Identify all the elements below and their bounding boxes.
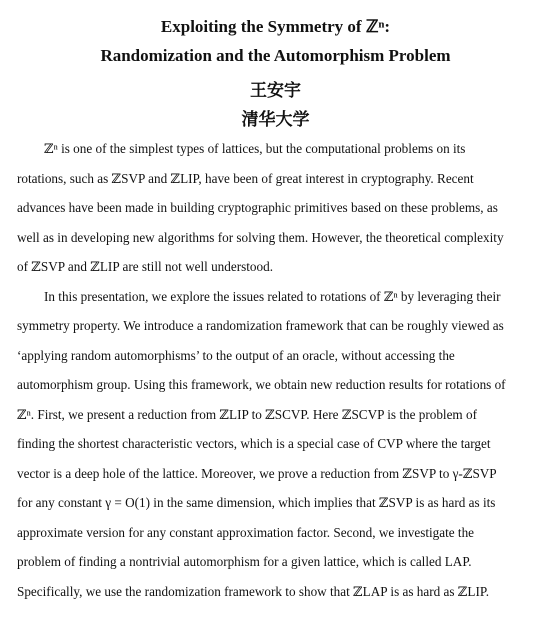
- abstract-line: rotations, such as ℤSVP and ℤLIP, have been of great interest in cryptography. Recent: [17, 171, 474, 186]
- abstract-line: In this presentation, we explore the issues related to rotations of ℤⁿ by leveraging their: [44, 289, 501, 304]
- abstract-line: problem of finding a nontrivial automorphism for a given lattice, which is called LAP.: [17, 554, 472, 569]
- abstract-line: well as in developing new algorithms for solving them. However, the theoretical complexity: [17, 230, 504, 245]
- title-line-2: Randomization and the Automorphism Problem: [100, 46, 451, 65]
- abstract-line: ℤⁿ. First, we present a reduction from ℤLIP to ℤSCVP. Here ℤSCVP is the problem of: [17, 407, 477, 422]
- abstract-line: ℤⁿ is one of the simplest types of lattices, but the computational problems on its: [44, 141, 466, 156]
- abstract-line: ‘applying random automorphisms’ to the output of an oracle, without accessing the: [17, 348, 455, 363]
- abstract-line: for any constant γ = O(1) in the same dimension, which implies that ℤSVP is as hard as its: [17, 495, 496, 510]
- title-line-1: Exploiting the Symmetry of ℤⁿ:: [160, 17, 391, 36]
- abstract-line: symmetry property. We introduce a randomization framework that can be roughly viewed as: [17, 318, 504, 333]
- abstract-line: finding the shortest characteristic vectors, which is a special case of CVP where the target: [17, 436, 491, 451]
- author-affiliation: 清华大学: [241, 110, 310, 130]
- abstract-line: advances have been made in building cryptographic primitives based on these problems, as: [17, 200, 498, 215]
- abstract-line: approximate version for any constant approximation factor. Second, we investigate the: [17, 525, 475, 540]
- abstract-line: automorphism group. Using this framework, we obtain new reduction results for rotations of: [17, 377, 506, 392]
- abstract-line: of ℤSVP and ℤLIP are still not well understood.: [17, 259, 273, 274]
- abstract-line: vector is a deep hole of the lattice. Moreover, we prove a reduction from ℤSVP to γ-ℤSVP: [17, 466, 497, 481]
- author-name: 王安宇: [250, 81, 301, 101]
- abstract-line: Specifically, we use the randomization framework to show that ℤLAP is as hard as ℤLIP.: [17, 584, 490, 599]
